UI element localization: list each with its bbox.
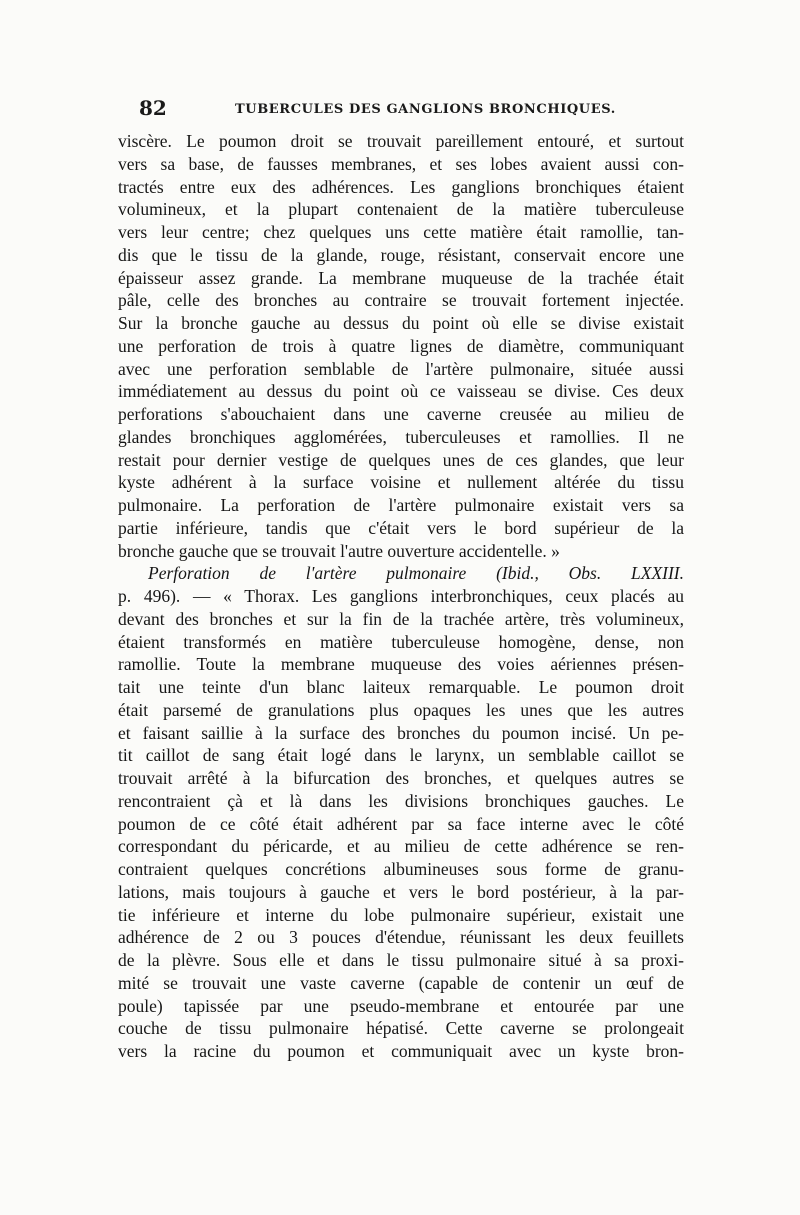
- text-line: Sur la bronche gauche au dessus du point où elle se divise existait: [118, 313, 684, 333]
- text-line: avec une perforation semblable de l'artère pulmonaire, située aussi: [118, 358, 684, 379]
- text-line: perforations s'abouchaient dans une caverne creusée au milieu de: [118, 404, 684, 424]
- section-heading-line: Perforation de l'artère pulmonaire (Ibid., Obs. LXXIII.: [148, 563, 684, 584]
- text-line: de la plèvre. Sous elle et dans le tissu pulmonaire situé à sa proxi-: [118, 950, 684, 970]
- text-line: dis que le tissu de la glande, rouge, résistant, conservait encore une: [118, 244, 684, 265]
- text-line: tie inférieure et interne du lobe pulmonaire supérieur, existait une: [118, 904, 684, 925]
- text-line: pulmonaire. La perforation de l'artère pulmonaire existait vers sa: [118, 495, 684, 515]
- text-line: partie inférieure, tandis que c'était vers le bord supérieur de la: [118, 517, 684, 538]
- body-text: [118, 130, 684, 1063]
- text-line: lations, mais toujours à gauche et vers le bord postérieur, à la par-: [118, 881, 684, 902]
- text-line: p. 496). — « Thorax. Les ganglions interbronchiques, ceux placés au: [118, 586, 684, 606]
- text-line: tait une teinte d'un blanc laiteux remarquable. Le poumon droit: [118, 677, 684, 697]
- text-line: volumineux, et la plupart contenaient de la matière tuberculeuse: [118, 199, 684, 220]
- text-line: vers la racine du poumon et communiquait avec un kyste bron-: [118, 1041, 684, 1061]
- text-line: vers sa base, de fausses membranes, et ses lobes avaient aussi con-: [118, 153, 684, 174]
- page-number: 82: [139, 96, 167, 120]
- text-line: correspondant du péricarde, et au milieu de cette adhérence se ren-: [118, 836, 684, 857]
- text-line: mité se trouvait une vaste caverne (capable de contenir un œuf de: [118, 972, 684, 993]
- text-line: était parsemé de granulations plus opaques les unes que les autres: [118, 699, 684, 720]
- text-line: poule) tapissée par une pseudo-membrane et entourée par une: [118, 995, 684, 1016]
- text-line: devant des bronches et sur la fin de la trachée artère, très volumineux,: [118, 608, 684, 629]
- text-line: tractés entre eux des adhérences. Les ganglions bronchiques étaient: [118, 176, 684, 197]
- text-line: immédiatement au dessus du point où ce vaisseau se divise. Ces deux: [118, 381, 684, 402]
- text-line: contraient quelques concrétions albumineuses sous forme de granu-: [118, 859, 684, 879]
- text-line: trouvait arrêté à la bifurcation des bronches, et quelques autres se: [118, 768, 684, 788]
- text-line: viscère. Le poumon droit se trouvait pareillement entouré, et surtout: [118, 131, 684, 151]
- text-line: vers leur centre; chez quelques uns cette matière était ramollie, tan-: [118, 222, 684, 242]
- text-line: kyste adhérent à la surface voisine et nullement altérée du tissu: [118, 472, 684, 493]
- text-line: ramollie. Toute la membrane muqueuse des voies aériennes présen-: [118, 654, 684, 675]
- paragraph-end-line: bronche gauche que se trouvait l'autre ouverture accidentelle. »: [118, 540, 560, 561]
- text-line: couche de tissu pulmonaire hépatisé. Cette caverne se prolongeait: [118, 1018, 684, 1039]
- text-line: épaisseur assez grande. La membrane muqueuse de la trachée était: [118, 267, 684, 288]
- text-line: et faisant saillie à la surface des bronches du poumon incisé. Un pe-: [118, 722, 684, 743]
- text-line: poumon de ce côté était adhérent par sa face interne avec le côté: [118, 813, 684, 834]
- text-line: une perforation de trois à quatre lignes de diamètre, communiquant: [118, 335, 684, 356]
- page-header: [139, 96, 679, 124]
- text-line: glandes bronchiques agglomérées, tuberculeuses et ramollies. Il ne: [118, 426, 684, 447]
- text-line: pâle, celle des bronches au contraire se trouvait fortement injectée.: [118, 290, 684, 311]
- text-line: rencontraient çà et là dans les divisions bronchiques gauches. Le: [118, 790, 684, 811]
- text-line: tit caillot de sang était logé dans le larynx, un semblable caillot se: [118, 745, 684, 766]
- running-head: TUBERCULES DES GANGLIONS BRONCHIQUES.: [235, 102, 616, 117]
- text-line: adhérence de 2 ou 3 pouces d'étendue, réunissant les deux feuillets: [118, 927, 684, 948]
- text-line: restait pour dernier vestige de quelques unes de ces glandes, que leur: [118, 449, 684, 470]
- text-line: étaient transformés en matière tuberculeuse homogène, dense, non: [118, 631, 684, 652]
